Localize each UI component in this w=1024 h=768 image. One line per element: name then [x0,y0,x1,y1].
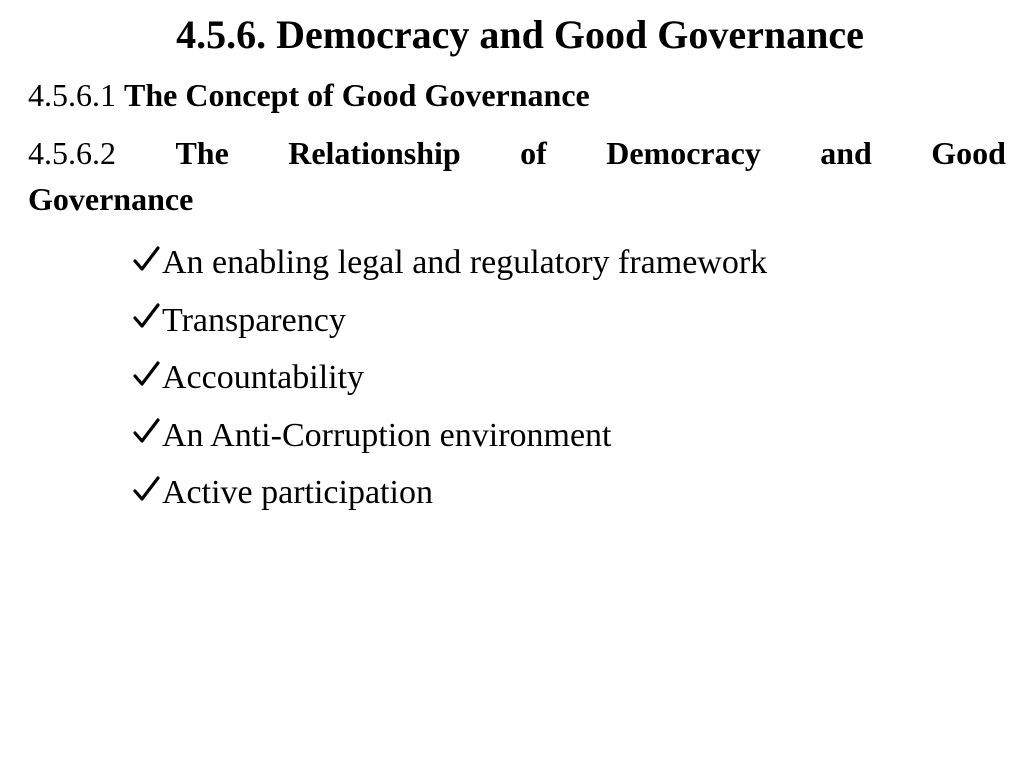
list-item-label: Accountability [162,359,365,396]
list-item-label: An Anti-Corruption environment [162,416,612,454]
list-item [132,464,767,522]
checkmark-icon [132,244,160,274]
list-item [132,407,767,465]
list-item-label: Active participation [162,474,433,511]
section-title-continued: Governance [28,181,194,217]
list-item [132,349,767,407]
section-title-word: Good [931,135,1006,171]
section-4-5-6-2 [28,130,1006,222]
section-title-word: Democracy [606,135,761,171]
section-title-word: The [175,135,229,171]
section-4-5-6-1 [28,72,590,118]
section-title: The Concept of Good Governance [124,77,590,113]
list-item [132,292,767,350]
checklist [132,234,767,522]
list-item-label: Transparency [162,301,346,339]
checkmark-icon [132,301,160,331]
section-number: 4.5.6.1 [28,77,116,113]
checkmark-icon [132,416,160,446]
section-number: 4.5.6.2 [28,135,116,171]
section-title-word: and [820,135,872,171]
section-title-word: of [520,135,547,171]
list-item-label: An enabling legal and regulatory framework [162,244,768,281]
section-title-line [28,130,1006,176]
section-title-word: Relationship [288,135,461,171]
page-title: 4.5.6. Democracy and Good Governance [176,12,864,57]
checkmark-icon [132,474,160,504]
checkmark-icon [132,359,160,389]
list-item [132,234,767,292]
